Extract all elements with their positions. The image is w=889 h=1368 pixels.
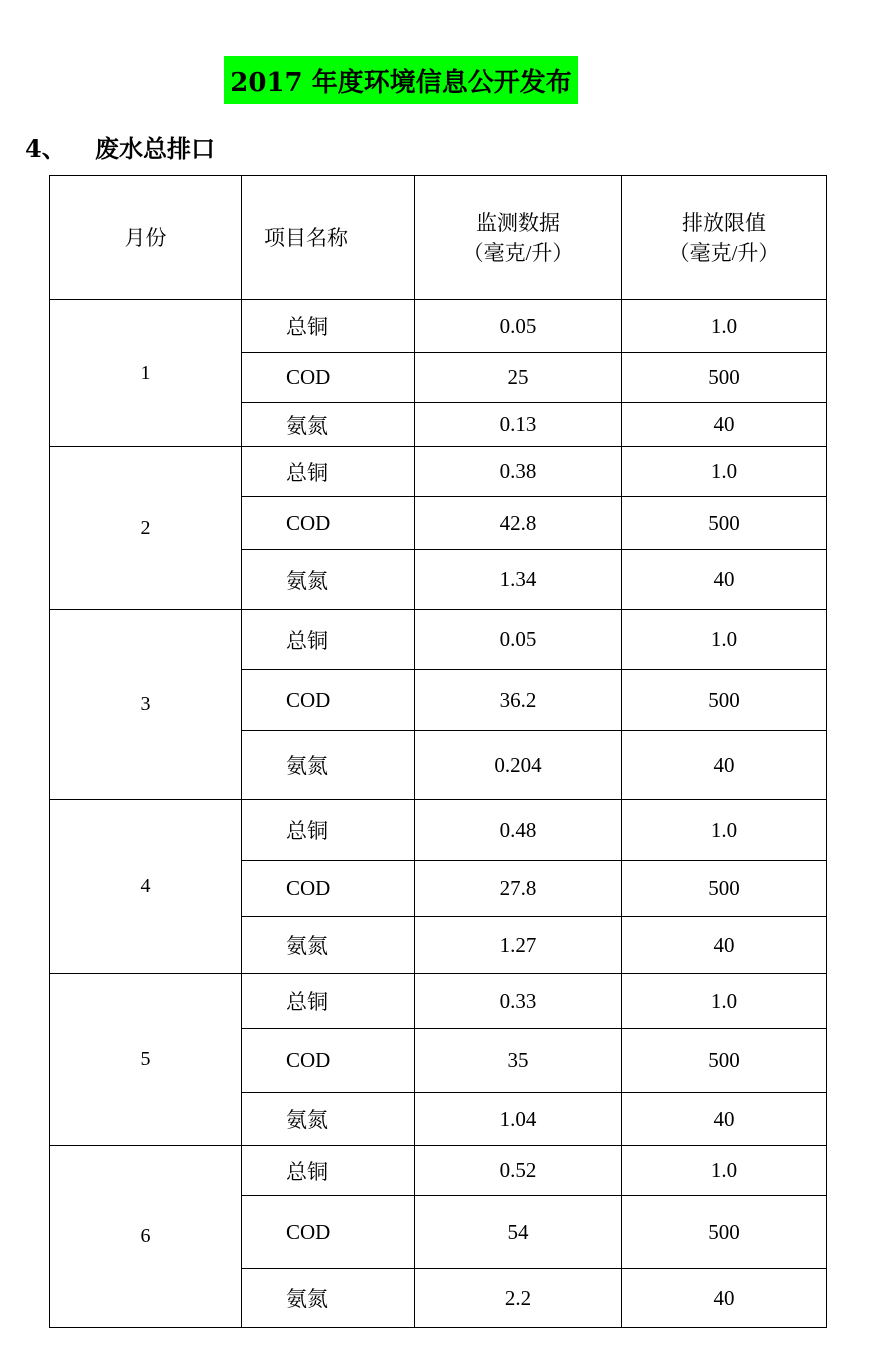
section-number: 4、	[25, 133, 66, 163]
limit-value-cell: 1.0	[622, 610, 827, 670]
item-name-cell: COD	[242, 1196, 415, 1269]
table-header-row	[50, 176, 827, 300]
document-title-text: 2017 年度环境信息公开发布	[230, 67, 572, 98]
table-row	[50, 800, 827, 861]
monitor-value-cell: 0.48	[415, 800, 622, 861]
limit-value-cell: 40	[622, 1269, 827, 1328]
document-title	[224, 56, 578, 104]
header-limit-line2: （毫克/升）	[668, 240, 780, 265]
limit-value-cell: 500	[622, 497, 827, 550]
item-name-cell: 总铜	[242, 300, 415, 353]
limit-value-cell: 1.0	[622, 300, 827, 353]
header-limit-line1: 排放限值	[682, 210, 766, 235]
limit-value-cell: 40	[622, 1093, 827, 1146]
item-name-cell: 总铜	[242, 974, 415, 1029]
monitor-value-cell: 54	[415, 1196, 622, 1269]
monitor-value-cell: 27.8	[415, 861, 622, 917]
limit-value-cell: 40	[622, 550, 827, 610]
header-monitor-line2: （毫克/升）	[462, 240, 574, 265]
month-cell: 5	[50, 974, 242, 1146]
header-monitor-line1: 监测数据	[476, 210, 560, 235]
table-row	[50, 300, 827, 353]
table-row	[50, 974, 827, 1029]
item-name-cell: 氨氮	[242, 1093, 415, 1146]
section-heading	[25, 128, 215, 164]
monitor-value-cell: 0.05	[415, 300, 622, 353]
item-name-cell: 总铜	[242, 1146, 415, 1196]
item-name-cell: 氨氮	[242, 550, 415, 610]
limit-value-cell: 500	[622, 670, 827, 731]
header-item: 项目名称	[242, 176, 415, 300]
monitor-value-cell: 42.8	[415, 497, 622, 550]
month-cell: 2	[50, 447, 242, 610]
header-monitor	[415, 176, 622, 300]
item-name-cell: 氨氮	[242, 917, 415, 974]
limit-value-cell: 500	[622, 353, 827, 403]
monitor-value-cell: 0.33	[415, 974, 622, 1029]
monitor-value-cell: 25	[415, 353, 622, 403]
item-name-cell: 氨氮	[242, 403, 415, 447]
limit-value-cell: 500	[622, 1029, 827, 1093]
limit-value-cell: 1.0	[622, 974, 827, 1029]
table-row	[50, 610, 827, 670]
item-name-cell: COD	[242, 670, 415, 731]
item-name-cell: COD	[242, 1029, 415, 1093]
table-row	[50, 1146, 827, 1196]
header-month: 月份	[50, 176, 242, 300]
monitor-value-cell: 35	[415, 1029, 622, 1093]
monitor-value-cell: 1.34	[415, 550, 622, 610]
monitor-value-cell: 0.05	[415, 610, 622, 670]
monitor-value-cell: 0.13	[415, 403, 622, 447]
month-cell: 6	[50, 1146, 242, 1328]
month-cell: 3	[50, 610, 242, 800]
item-name-cell: COD	[242, 353, 415, 403]
wastewater-data-table	[49, 175, 827, 1328]
limit-value-cell: 40	[622, 917, 827, 974]
month-cell: 1	[50, 300, 242, 447]
limit-value-cell: 1.0	[622, 800, 827, 861]
limit-value-cell: 500	[622, 861, 827, 917]
monitor-value-cell: 1.27	[415, 917, 622, 974]
item-name-cell: 氨氮	[242, 1269, 415, 1328]
monitor-value-cell: 0.38	[415, 447, 622, 497]
monitor-value-cell: 0.204	[415, 731, 622, 800]
item-name-cell: COD	[242, 497, 415, 550]
limit-value-cell: 1.0	[622, 447, 827, 497]
monitor-value-cell: 2.2	[415, 1269, 622, 1328]
monitor-value-cell: 0.52	[415, 1146, 622, 1196]
item-name-cell: 总铜	[242, 800, 415, 861]
monitor-value-cell: 36.2	[415, 670, 622, 731]
limit-value-cell: 40	[622, 403, 827, 447]
item-name-cell: 氨氮	[242, 731, 415, 800]
item-name-cell: 总铜	[242, 447, 415, 497]
header-limit	[622, 176, 827, 300]
limit-value-cell: 500	[622, 1196, 827, 1269]
table-row	[50, 447, 827, 497]
section-label: 废水总排口	[95, 133, 215, 163]
limit-value-cell: 1.0	[622, 1146, 827, 1196]
limit-value-cell: 40	[622, 731, 827, 800]
item-name-cell: 总铜	[242, 610, 415, 670]
table-body	[50, 176, 827, 1328]
month-cell: 4	[50, 800, 242, 974]
item-name-cell: COD	[242, 861, 415, 917]
monitor-value-cell: 1.04	[415, 1093, 622, 1146]
